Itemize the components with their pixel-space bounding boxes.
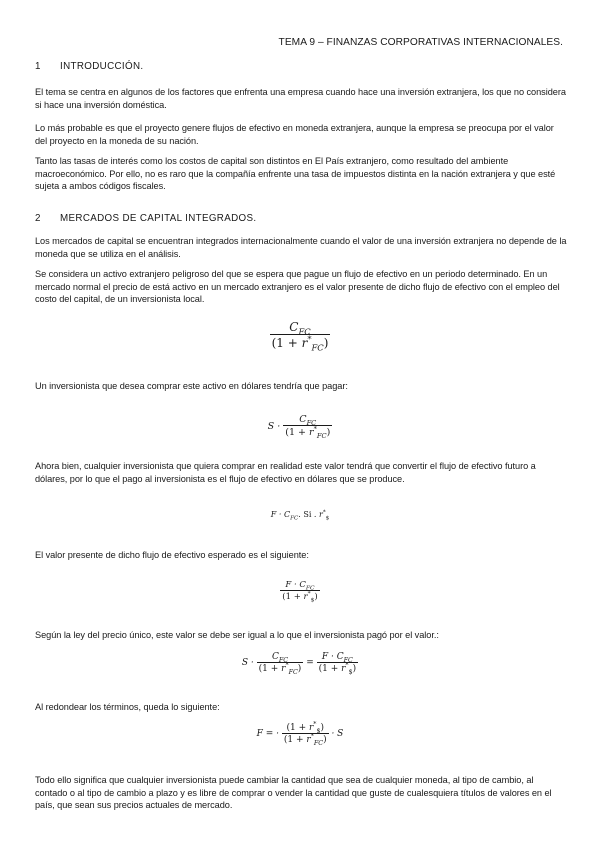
paragraph: El valor presente de dicho flujo de efectivo esperado es el siguiente: xyxy=(35,550,309,560)
equation-3: $F \cdot C_{FC}$. Si . $r^*_{\$}$ xyxy=(270,509,330,522)
paragraph: Ahora bien, cualquier inversionista que quiera comprar en realidad este valor tendrá que convertir el flujo de efectivo futuro a dólares, por lo que el pago al inversionista es el flujo de efectivo en dólares que se produce. xyxy=(35,461,536,484)
paragraph: Un inversionista que desea comprar este activo en dólares tendría que pagar: xyxy=(35,381,348,391)
paragraph: Al redondear los términos, queda lo siguiente: xyxy=(35,702,220,712)
equation-5: S · $\frac{C_{FC}}{(1 + r^*_{FC})}$ = $\frac{F \cdot C_{FC}}{(1 + r^*_{\$})}$ xyxy=(241,652,357,676)
section-number: 2 xyxy=(35,213,41,224)
paragraph: Los mercados de capital se encuentran integrados internacionalmente cuando el valor de una inversión extranjera no depende de la moneda que se utiliza en el análisis. xyxy=(35,236,567,259)
equation-6: F = · $\frac{(1 + r^*_{\$})}{(1 + r^*_{FC})}$ · S xyxy=(256,721,344,747)
section-title: MERCADOS DE CAPITAL INTEGRADOS. xyxy=(60,213,257,224)
equation-1: $\frac{C_{FC}}{(1 + r^*_{FC})}$ xyxy=(271,320,329,353)
document-header: TEMA 9 – FINANZAS CORPORATIVAS INTERNACIONALES. xyxy=(278,37,563,48)
paragraph: El tema se centra en algunos de los factores que enfrenta una empresa cuando hace una inversión extranjera, los que no considera si hace una inversión doméstica. xyxy=(35,87,566,110)
paragraph: Según la ley del precio único, este valor se debe ser igual a lo que el inversionista pagó por el valor.: xyxy=(35,630,439,640)
paragraph: Tanto las tasas de interés como los costos de capital son distintos en El País extranjero, como resultado del ambiente macroeconómico. Por ello, no es raro que la compañía enfrente una tasa de impuestos distinta en la nación extranjera y que esté sujeta a ambos códigos fiscales. xyxy=(35,156,556,191)
section-2-heading xyxy=(35,213,256,224)
section-1-heading xyxy=(35,61,143,72)
equation-2: S · $\frac{C_{FC}}{(1 + r^*_{FC})}$ xyxy=(267,414,331,440)
section-title: INTRODUCCIÓN. xyxy=(60,61,144,72)
equation-4: $\frac{F \cdot C_{FC}}{(1 + r^*_{\$})}$ xyxy=(282,580,318,604)
paragraph: Todo ello significa que cualquier inversionista puede cambiar la cantidad que sea de cualquier moneda, al tipo de cambio, al contado o al tipo de cambio a plazo y es libre de comprar o vender la cantidad que guste de cualesquiera títulos de valores en el país, que sean sus precios actuales de mercado. xyxy=(35,775,552,810)
paragraph: Lo más probable es que el proyecto genere flujos de efectivo en moneda extranjera, aunque la empresa se preocupa por el valor del proyecto en la moneda de su nación. xyxy=(35,123,554,146)
section-number: 1 xyxy=(35,61,41,72)
paragraph: Se considera un activo extranjero peligroso del que se espera que pague un flujo de efectivo en un periodo determinado. En un mercado normal el precio de está activo en un mercado extranjero es el valor presente de dicho flujo de efectivo con el empleo del costo del capital, de un inversionista local. xyxy=(35,269,560,304)
